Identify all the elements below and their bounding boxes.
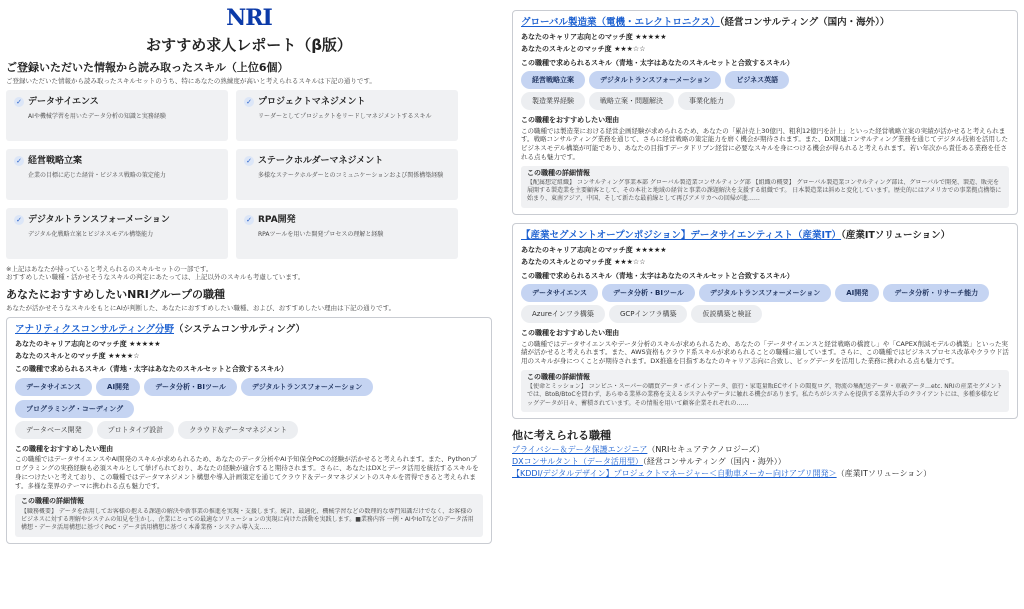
tag-list bbox=[521, 71, 1009, 89]
skill-name: デジタルトランスフォーメーション bbox=[28, 214, 170, 225]
star-rating: ★★★★★ bbox=[129, 339, 161, 348]
skill-tag-matched: データサイエンス bbox=[521, 284, 598, 302]
other-job-item bbox=[512, 457, 1018, 468]
job-card bbox=[6, 317, 492, 544]
job-title-link[interactable]: アナリティクスコンサルティング分野 bbox=[15, 323, 175, 335]
other-jobs-title: 他に考えられる職種 bbox=[512, 429, 611, 443]
tag-list bbox=[521, 305, 1009, 323]
skills-note-line: ※上記はあなたが持っていると考えられるのスキルセットの一部です。 bbox=[6, 264, 213, 273]
job-category: （産業ITソリューション） bbox=[841, 230, 951, 242]
tag-list bbox=[15, 421, 483, 439]
reason-text: この職種ではデータサイエンスやデータ分析のスキルが求められるため、あなたの「データサイエンスと経営戦略の橋渡し」や「CAPEX削減モデルの構築」といった実績が活かせると考えられます。また、AWS資格もクラウド系スキルが求められることの職種に適しています。さらに、この職種ではビジネスプロセス改革やクラウド活用のスキルが身につくことが期待されます。DX推進を目指すあなたのキャリア志向に合致し、ビッグデータを活用した業務に携われる点も魅力です。 bbox=[521, 339, 1009, 366]
star-rating: ★★★★☆ bbox=[108, 352, 140, 360]
required-skills-label: この職種で求められるスキル（青地・太字はあなたのスキルセットと合致するスキル） bbox=[521, 271, 794, 280]
other-job-item bbox=[512, 445, 1018, 456]
job-card bbox=[512, 10, 1018, 215]
skill-tag-matched: 経営戦略立案 bbox=[521, 71, 585, 89]
detail-label: この職種の詳細情報 bbox=[527, 168, 590, 177]
skill-tag: 製造業界経験 bbox=[521, 92, 585, 110]
tag-list bbox=[521, 284, 1009, 302]
skill-tag-matched: データ分析・BIツール bbox=[602, 284, 695, 302]
rec-section-title: あなたにおすすめしたいNRIグループの職種 bbox=[6, 288, 225, 302]
nri-logo: NRI bbox=[226, 5, 272, 31]
detail-text: 【配属想定組織】 コンサルティング事業本部 グローバル製造業コンサルティング部 【組織の概要】 グローバル製造業コンサルティング部は、グローバルで開発、製造、販売を展開する製造業を主要顧客として、その本社と地域の経営と事業の課題解決を支援する組織です。 日本製造業は斜めと変化しています。歴史的にはアメリカでの事業拠点構築に始まり、東南アジア、中国、そして新たな最前線として再びアメリカへの回帰が進…… bbox=[527, 179, 1002, 203]
skill-match: あなたのスキルとのマッチ度 ★★★☆☆ bbox=[521, 258, 646, 267]
skill-tag-matched: データ分析・リサーチ能力 bbox=[883, 284, 989, 302]
check-icon: ✓ bbox=[14, 156, 24, 166]
skills-section-desc: ご登録いただいた情報から読み取ったスキルセットのうち、特にあなたの熟練度が高いと考えられるスキルは下記の通りです。 bbox=[6, 76, 376, 85]
rec-section-desc: あなたが活かせそうなスキルをもとにAIが判断した、あなたにおすすめしたい職種、および、おすすめしたい理由は下記の通りです。 bbox=[6, 303, 396, 312]
job-card bbox=[512, 223, 1018, 419]
skill-name: プロジェクトマネジメント bbox=[258, 96, 366, 107]
skill-name: 経営戦略立案 bbox=[28, 155, 83, 166]
skill-tag: 仮説構築と検証 bbox=[691, 305, 762, 323]
skill-desc: デジタル化戦略立案とビジネスモデル構築能力 bbox=[28, 230, 154, 238]
skill-desc: AIや機械学習を用いたデータ分析の知識と実務経験 bbox=[28, 112, 166, 120]
skill-tag: Azureインフラ構築 bbox=[521, 305, 605, 323]
skill-card bbox=[6, 149, 228, 200]
check-icon: ✓ bbox=[244, 97, 254, 107]
other-job-item bbox=[512, 469, 1018, 480]
career-match: あなたのキャリア志向とのマッチ度 ★★★★★ bbox=[521, 245, 667, 254]
skill-name: データサイエンス bbox=[28, 96, 99, 107]
skill-tag-matched: デジタルトランスフォーメーション bbox=[699, 284, 831, 302]
detail-box bbox=[15, 494, 483, 536]
detail-box bbox=[521, 370, 1009, 412]
other-job-category: （経営コンサルティング（国内・海外）） bbox=[642, 457, 786, 466]
reason-label: この職種をおすすめしたい理由 bbox=[15, 444, 114, 453]
page-title: おすすめ求人レポート（β版） bbox=[146, 36, 352, 54]
skill-tag-matched: データ分析・BIツール bbox=[144, 378, 237, 396]
detail-label: この職種の詳細情報 bbox=[527, 372, 590, 381]
detail-text: 【職務概要】 データを活用してお客様の抱える課題の解決や新事業の推進を実現・支援します。統計、最適化、機械学習などの数理的な専門知識だけでなく、お客様のビジネスに対する理解やシステムの知見を生かし、企業にとっての最適なソリューションの実現に向けた活動を実践します。■業務内容 一例・AIやIoTなどのデータ活用構想・データ活用構想に基づくPoC・データ活用構想に基づく本番業務・システム導入支…… bbox=[21, 507, 474, 531]
detail-label: この職種の詳細情報 bbox=[21, 497, 84, 506]
star-rating: ★★★★★ bbox=[635, 32, 667, 41]
skill-tag-matched: AI開発 bbox=[835, 284, 879, 302]
detail-box bbox=[521, 166, 1009, 208]
skill-grid bbox=[6, 90, 492, 259]
star-rating: ★★★☆☆ bbox=[614, 45, 646, 54]
right-column bbox=[512, 10, 1018, 480]
skill-desc: RPAツールを用いた開発プロセスの理解と経験 bbox=[258, 230, 384, 238]
career-match: あなたのキャリア志向とのマッチ度 ★★★★★ bbox=[15, 339, 161, 348]
skill-tag: クラウド＆データマネジメント bbox=[178, 421, 298, 439]
skills-section-title: ご登録いただいた情報から読み取ったスキル（上位6個） bbox=[6, 61, 289, 74]
skill-desc: 多様なステークホルダーとのコミュニケーションおよび関係構築経験 bbox=[258, 171, 444, 179]
reason-text: この職種では製造業における経営企画経験が求められるため、あなたの「累計売上30億円、粗利12億円を計上」といった経営戦略立案の実績が活かせると考えられます。戦略コンサルティング業務を通じて、さらに経営戦略の策定能力を磨く機会が期待されます。また、DX関連コンサルティング業務を通じてデジタル技術を活用したビジネスモデル構築が可能であり、あなたの目指すデータドリブン経営に必要なスキルを身につける機会が得られると考えられます。若い年次から責任ある業務を任される点も魅力です。 bbox=[521, 126, 1008, 161]
skills-note bbox=[6, 265, 492, 283]
detail-text: 【使命とミッション】 コンビニ・スーパーの購買データ・ポイントデータ、旅行・家電量販ECサイトの閲覧ログ、物流の集配送データ・車載データ…etc. NRIの産業セグメントでは、BtoB/BtoCを問わず、あらゆる業界の業務を支えるシステムやデータに触れる機会があります。私たちがシステムを提供する業界大手のクライアントには、多種多様なビッグデータが日々、蓄積されています。その情報を用いて顧客企業それぞれの…… bbox=[527, 383, 1003, 407]
skill-card bbox=[236, 149, 458, 200]
skill-tag: プロトタイプ設計 bbox=[97, 421, 175, 439]
job-category: （経営コンサルティング（国内・海外）） bbox=[719, 17, 890, 28]
skill-card bbox=[6, 208, 228, 259]
skill-tag-matched: デジタルトランスフォーメーション bbox=[589, 71, 721, 89]
other-job-link[interactable]: DXコンサルタント（データ活用型） bbox=[512, 457, 643, 466]
reason-text: この職種ではデータサイエンスやAI開発のスキルが求められるため、あなたのデータ分析やAI予知保全PoCの経験が活かせると考えられます。また、Pythonプログラミングの実務経験も必須スキルとして挙げられており、あなたの経験が適合すると期待されます。さらに、あなたはDXとデータ活用を統括するスキルを身につけたいと考えており、この職種ではデータマネジメント構想や導入計画策定を通じてクラウド＆データマネジメントのスキルを習得できると考えられます。多様な業界のテーマに携われる点も魅力です。 bbox=[15, 455, 479, 490]
other-job-category: （NRIセキュアテクノロジーズ） bbox=[647, 445, 765, 455]
skill-tag: データベース開発 bbox=[15, 421, 93, 439]
required-skills-label: この職種で求められるスキル（青地・太字はあなたのスキルセットと合致するスキル） bbox=[15, 365, 288, 374]
required-skills-label: この職種で求められるスキル（青地・太字はあなたのスキルセットと合致するスキル） bbox=[521, 58, 794, 67]
other-job-category: （産業ITソリューション） bbox=[836, 468, 932, 478]
skill-name: ステークホルダーマネジメント bbox=[258, 155, 384, 166]
skill-card bbox=[236, 208, 458, 259]
skill-match: あなたのスキルとのマッチ度 ★★★☆☆ bbox=[521, 45, 646, 54]
skill-tag-matched: データサイエンス bbox=[15, 378, 92, 396]
job-title-link[interactable]: 【産業セグメントオープンポジション】データサイエンティスト（産業IT） bbox=[521, 230, 842, 242]
reason-label: この職種をおすすめしたい理由 bbox=[521, 116, 620, 125]
reason-label: この職種をおすすめしたい理由 bbox=[521, 329, 620, 338]
skill-match: あなたのスキルとのマッチ度 ★★★★☆ bbox=[15, 352, 140, 360]
other-job-link[interactable]: プライバシー＆データ保護エンジニア bbox=[512, 445, 648, 455]
career-match: あなたのキャリア志向とのマッチ度 ★★★★★ bbox=[521, 32, 667, 41]
star-rating: ★★★★★ bbox=[635, 245, 667, 254]
left-column bbox=[6, 4, 492, 544]
skill-card bbox=[6, 90, 228, 141]
check-icon: ✓ bbox=[14, 97, 24, 107]
tag-list bbox=[15, 378, 483, 418]
skill-name: RPA開発 bbox=[258, 214, 296, 225]
skill-desc: リーダーとしてプロジェクトをリードしマネジメントするスキル bbox=[258, 112, 432, 120]
check-icon: ✓ bbox=[244, 156, 254, 166]
skill-tag-matched: デジタルトランスフォーメーション bbox=[241, 378, 373, 396]
skills-note-line: おすすめしたい職種・活かせそうなスキルの判定にあたっては、上記以外のスキルも考慮しています。 bbox=[6, 273, 305, 282]
tag-list bbox=[521, 92, 1009, 110]
job-category: （システムコンサルティング） bbox=[174, 323, 305, 335]
skill-card bbox=[236, 90, 458, 141]
skill-tag: GCPインフラ構築 bbox=[609, 305, 688, 323]
skill-tag: 事業化能力 bbox=[678, 92, 735, 110]
skill-tag-matched: ビジネス英語 bbox=[725, 71, 789, 89]
check-icon: ✓ bbox=[14, 215, 24, 225]
skill-desc: 企業の目標に応じた経営・ビジネス戦略の策定能力 bbox=[28, 171, 166, 179]
star-rating: ★★★☆☆ bbox=[614, 258, 646, 267]
check-icon: ✓ bbox=[244, 215, 254, 225]
skill-tag: 戦略立案・問題解決 bbox=[589, 92, 674, 110]
job-title-link[interactable]: グローバル製造業（電機・エレクトロニクス） bbox=[521, 17, 720, 28]
skill-tag-matched: AI開発 bbox=[96, 378, 140, 396]
other-job-link[interactable]: 【KDDI/デジタルデザイン】プロジェクトマネージャー＜自動車メーカー向けアプリ開発＞ bbox=[512, 468, 837, 478]
skill-tag-matched: プログラミング・コーディング bbox=[15, 400, 134, 418]
